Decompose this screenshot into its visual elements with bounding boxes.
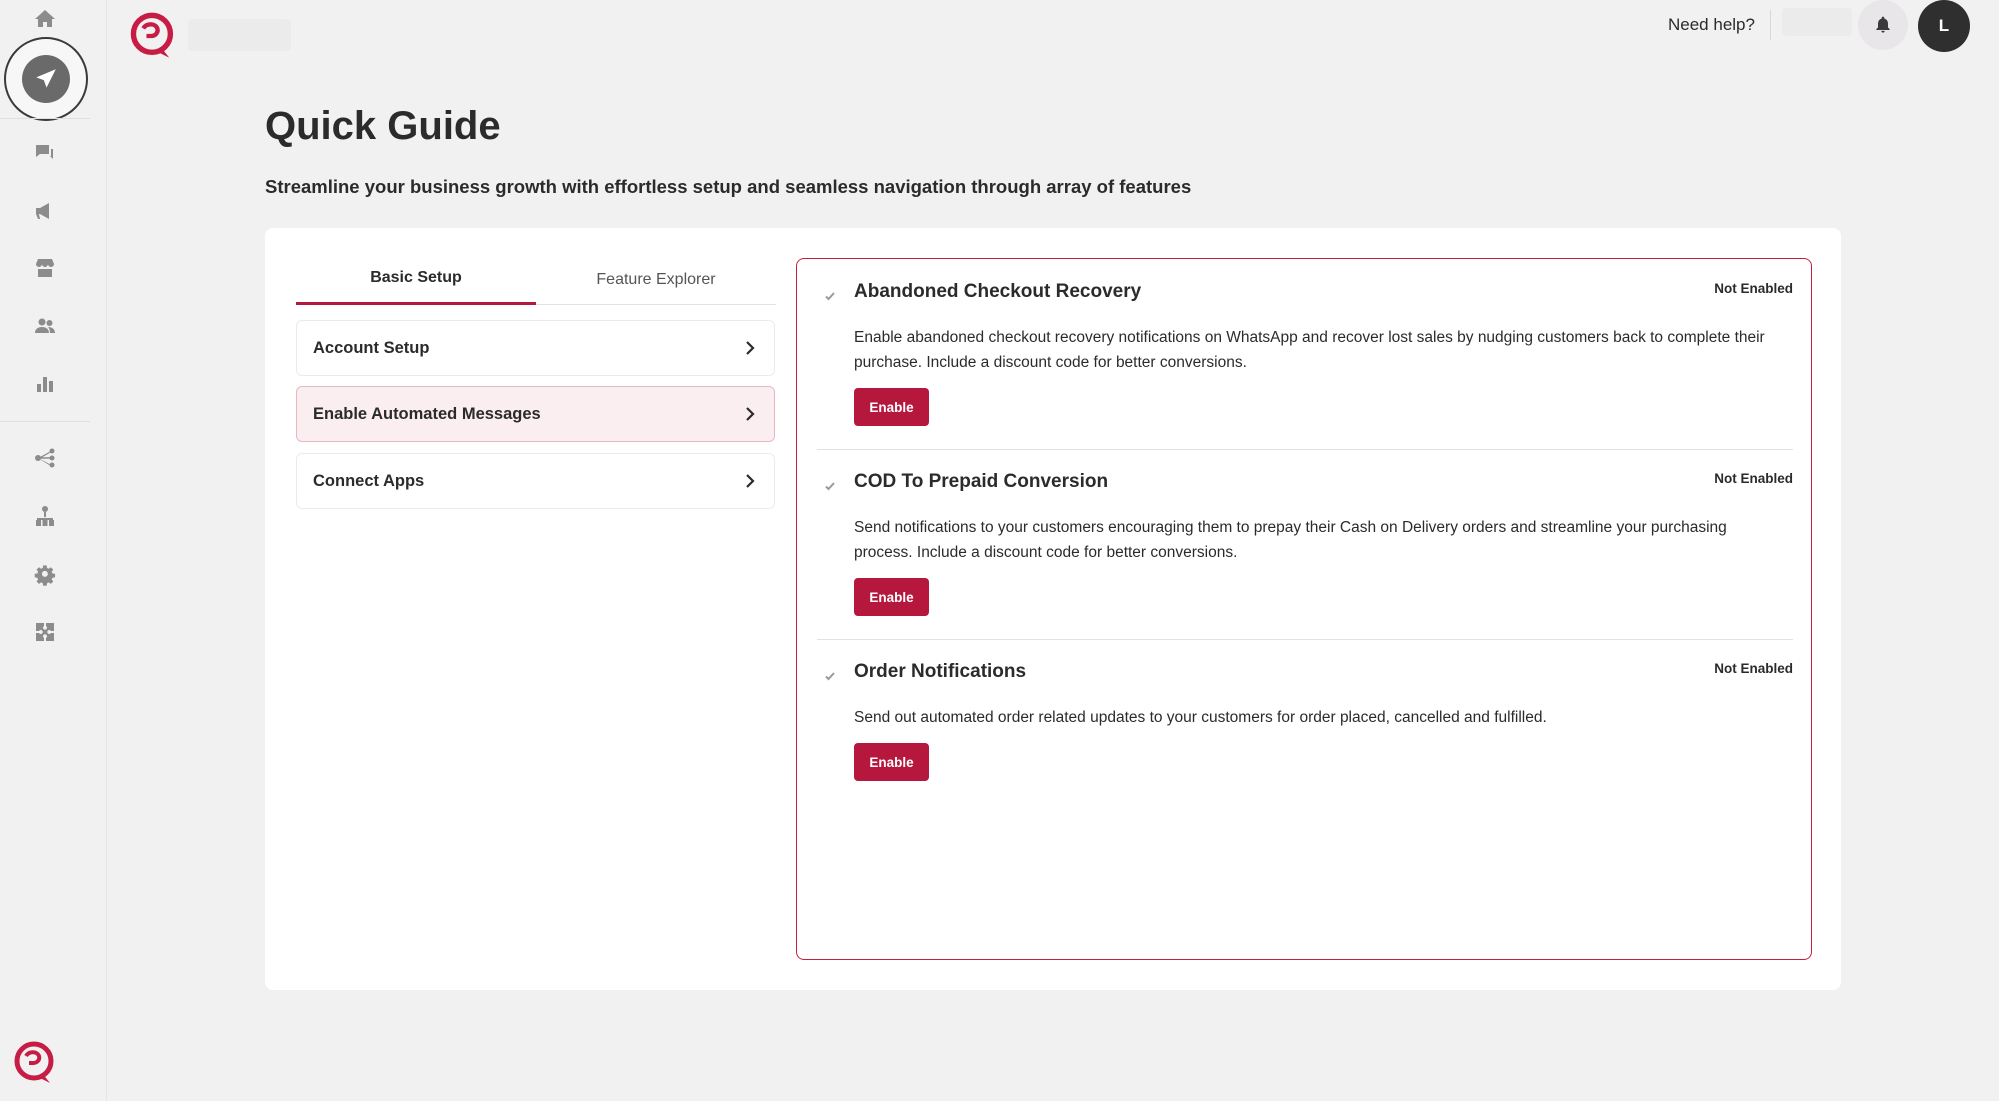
rocket-icon — [22, 55, 70, 103]
enable-button[interactable]: Enable — [854, 388, 929, 426]
quick-guide-nav-button[interactable] — [4, 37, 88, 121]
users-icon[interactable] — [30, 311, 60, 341]
setup-item-connect-apps[interactable] — [296, 453, 775, 509]
brand-logo-icon — [128, 10, 178, 62]
feature-description: Enable abandoned checkout recovery notifications on WhatsApp and recover lost sales by nudging customers back to complete their purchase. Include a discount code for better conversions. — [854, 329, 1765, 371]
chevron-right-icon — [742, 406, 758, 422]
feature-title: COD To Prepaid Conversion — [854, 471, 1109, 492]
feature-divider — [817, 639, 1793, 640]
store-name-placeholder — [188, 19, 291, 51]
feature-description: Send out automated order related updates to your customers for order placed, cancelled and fulfilled. — [854, 709, 1547, 726]
bell-icon — [1873, 15, 1893, 35]
chevron-right-icon — [742, 340, 758, 356]
gear-icon[interactable] — [30, 559, 60, 589]
megaphone-icon[interactable] — [30, 196, 60, 226]
sidebar-divider — [0, 421, 90, 422]
check-icon — [823, 479, 837, 493]
notifications-button[interactable] — [1858, 0, 1908, 50]
page-subtitle: Streamline your business growth with effortless setup and seamless navigation through array of features — [265, 176, 1192, 197]
sidebar-divider — [0, 118, 90, 119]
automated-messages-panel — [796, 258, 1812, 960]
puzzle-icon[interactable] — [30, 617, 60, 647]
feature-title: Order Notifications — [854, 661, 1027, 682]
setup-item-label: Account Setup — [313, 338, 430, 357]
enable-button[interactable]: Enable — [854, 743, 929, 781]
header-placeholder — [1782, 8, 1852, 36]
setup-item-label: Connect Apps — [313, 471, 425, 490]
store-icon[interactable] — [30, 253, 60, 283]
enable-button[interactable]: Enable — [854, 578, 929, 616]
tab-feature-explorer[interactable]: Feature Explorer — [596, 270, 716, 288]
status-badge: Not Enabled — [1714, 281, 1793, 296]
hierarchy-icon[interactable] — [30, 501, 60, 531]
flow-icon[interactable] — [30, 443, 60, 473]
status-badge: Not Enabled — [1714, 471, 1793, 486]
home-icon[interactable] — [30, 4, 60, 34]
brand-logo-icon — [12, 1040, 58, 1086]
tab-basic-setup[interactable]: Basic Setup — [296, 254, 536, 305]
feature-divider — [817, 449, 1793, 450]
setup-item-account-setup[interactable] — [296, 320, 775, 376]
page-title: Quick Guide — [265, 104, 501, 148]
chevron-right-icon — [742, 473, 758, 489]
feature-description: Send notifications to your customers encouraging them to prepay their Cash on Delivery orders and streamline your purchasing process. Include a discount code for better conversions. — [854, 519, 1727, 561]
feature-title: Abandoned Checkout Recovery — [854, 281, 1142, 302]
setup-item-label: Enable Automated Messages — [313, 404, 541, 423]
chart-icon[interactable] — [30, 369, 60, 399]
check-icon — [823, 289, 837, 303]
tab-bar — [296, 254, 776, 305]
avatar[interactable]: L — [1918, 0, 1970, 52]
check-icon — [823, 669, 837, 683]
need-help-link[interactable]: Need help? — [1668, 15, 1755, 34]
chat-icon[interactable] — [30, 138, 60, 168]
status-badge: Not Enabled — [1714, 661, 1793, 676]
header-divider — [1770, 10, 1771, 40]
sidebar — [0, 0, 107, 1101]
setup-item-enable-automated-messages[interactable] — [296, 386, 775, 442]
